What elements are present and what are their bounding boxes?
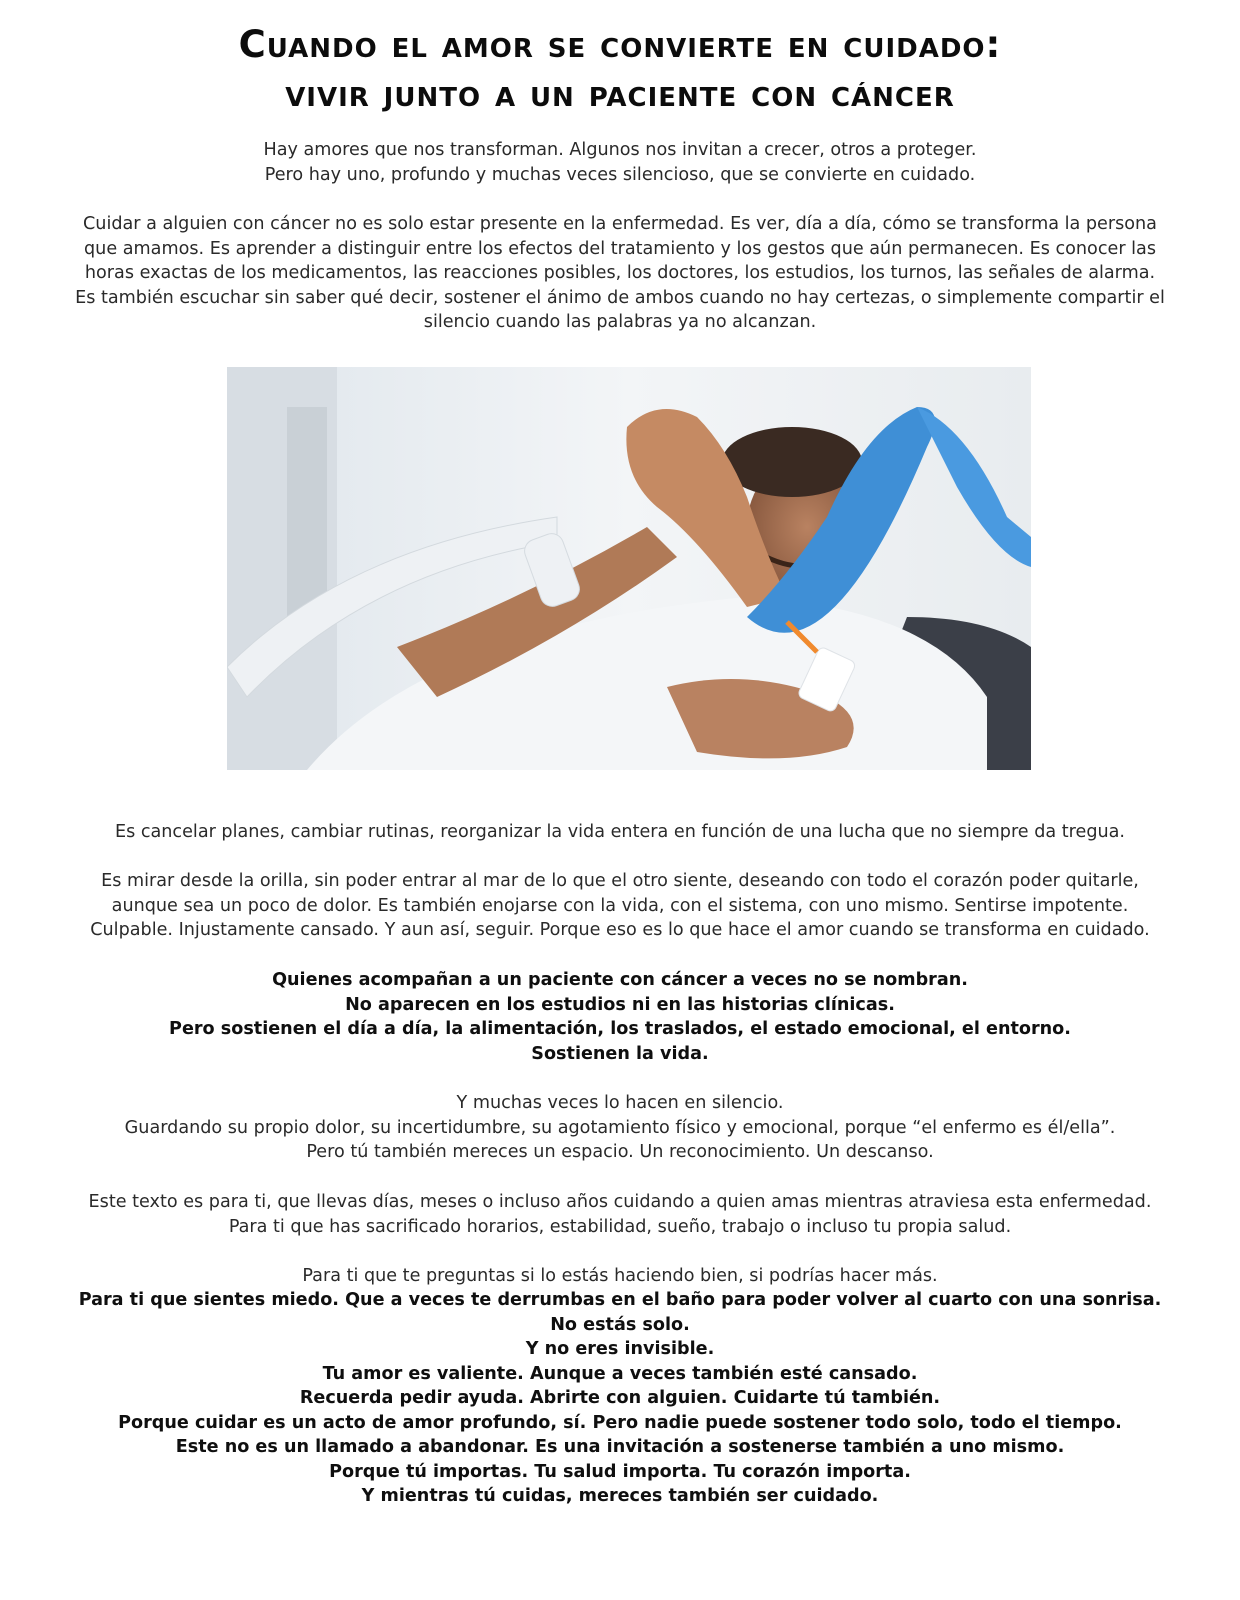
text-line: Guardando su propio dolor, su incertidumbre, su agotamiento físico y emocional, porque “el enfermo es él/ella”. — [124, 1117, 1116, 1138]
paragraph-cancel-plans — [40, 820, 1200, 845]
text-line: aunque sea un poco de dolor. Es también enojarse con la vida, con el sistema, con uno mismo. Sentirse impotente. — [111, 895, 1129, 916]
text-line: Pero hay uno, profundo y muchas veces silencioso, que se convierte en cuidado. — [264, 164, 976, 185]
patient-heart-hands-photo — [227, 367, 1031, 770]
text-line: que amamos. Es aprender a distinguir entre los efectos del tratamiento y los gestos que aún permanecen. Es conocer las — [84, 238, 1156, 259]
title-line-1: Cuando el amor se convierte en cuidado: — [238, 23, 1002, 66]
title-line-2: vivir junto a un paciente con cáncer — [285, 72, 955, 115]
text-line: Recuerda pedir ayuda. Abrirte con alguien. Cuidarte tú también. — [299, 1388, 941, 1408]
text-line: Para ti que te preguntas si lo estás haciendo bien, si podrías hacer más. — [302, 1266, 938, 1286]
text-line: Este texto es para ti, que llevas días, meses o incluso años cuidando a quien amas mientras atraviesa esta enfermedad. — [88, 1192, 1152, 1212]
text-line: horas exactas de los medicamentos, las reacciones posibles, los doctores, los estudios, los turnos, las señales de alarma. — [84, 263, 1156, 283]
text-line: Y no eres invisible. — [525, 1339, 715, 1359]
bold-closing-paragraph — [40, 1288, 1200, 1509]
intro-paragraph — [40, 138, 1200, 187]
text-line: Es cancelar planes, cambiar rutinas, reorganizar la vida entera en función de una lucha que no siempre da tregua. — [114, 822, 1126, 842]
text-line: Culpable. Injustamente cansado. Y aun así, seguir. Porque eso es lo que hace el amor cuando se transforma en cuidado. — [90, 920, 1150, 940]
text-line: Y muchas veces lo hacen en silencio. — [456, 1093, 784, 1113]
text-line: Quienes acompañan a un paciente con cáncer a veces no se nombran. — [272, 970, 968, 990]
text-line: Para ti que has sacrificado horarios, estabilidad, sueño, trabajo o incluso tu propia salud. — [228, 1216, 1012, 1237]
text-line: Cuidar a alguien con cáncer no es solo estar presente en la enfermedad. Es ver, día a día, cómo se transforma la persona — [83, 214, 1157, 234]
text-line: No aparecen en los estudios ni en las historias clínicas. — [345, 994, 895, 1015]
heart-hands-photo-icon — [227, 367, 1031, 770]
text-line: Sostienen la vida. — [531, 1043, 709, 1064]
text-line: No estás solo. — [550, 1314, 690, 1335]
paragraph-for-you — [40, 1190, 1200, 1239]
text-line: Es también escuchar sin saber qué decir, sostener el ánimo de ambos cuando no hay certezas, o simplemente compartir el — [75, 287, 1165, 308]
paragraph-caring — [40, 212, 1200, 335]
paragraph-in-silence — [40, 1091, 1200, 1165]
text-line: Este no es un llamado a abandonar. Es una invitación a sostenerse también a uno mismo. — [175, 1437, 1065, 1457]
paragraph-from-shore — [40, 869, 1200, 943]
text-line: silencio cuando las palabras ya no alcanzan. — [423, 312, 817, 332]
bold-caregivers-paragraph — [40, 968, 1200, 1066]
text-line: Hay amores que nos transforman. Algunos nos invitan a crecer, otros a proteger. — [263, 140, 977, 160]
text-line: Porque cuidar es un acto de amor profundo, sí. Pero nadie puede sostener todo solo, todo el tiempo. — [118, 1412, 1122, 1433]
text-line: Pero tú también mereces un espacio. Un reconocimiento. Un descanso. — [306, 1142, 934, 1162]
paragraph-questions — [40, 1264, 1200, 1289]
text-line: Para ti que sientes miedo. Que a veces te derrumbas en el baño para poder volver al cuarto con una sonrisa. — [78, 1290, 1162, 1310]
text-line: Y mientras tú cuidas, mereces también ser cuidado. — [361, 1486, 879, 1506]
text-line: Porque tú importas. Tu salud importa. Tu corazón importa. — [329, 1461, 911, 1482]
text-line: Tu amor es valiente. Aunque a veces también esté cansado. — [322, 1363, 918, 1384]
text-line: Pero sostienen el día a día, la alimentación, los traslados, el estado emocional, el entorno. — [169, 1019, 1071, 1039]
text-line: Es mirar desde la orilla, sin poder entrar al mar de lo que el otro siente, deseando con todo el corazón poder quitarle, — [101, 871, 1139, 891]
